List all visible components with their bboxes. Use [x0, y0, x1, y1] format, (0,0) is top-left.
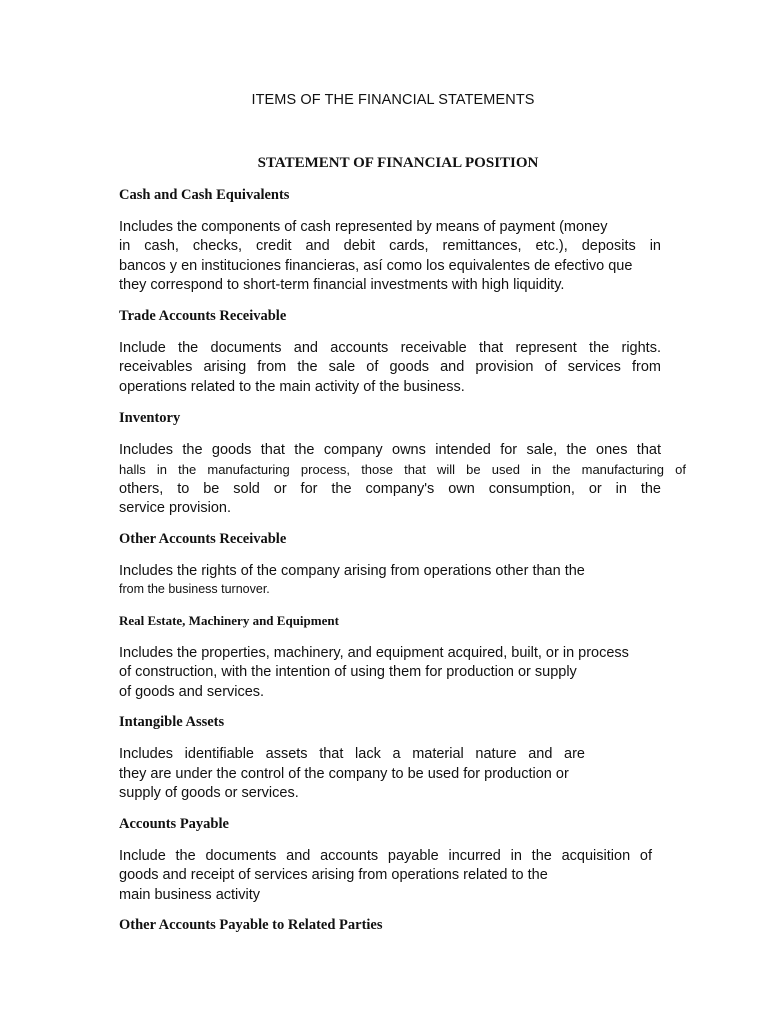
item-heading-other-receivable: Other Accounts Receivable [119, 531, 287, 547]
item-heading-inventory: Inventory [119, 410, 181, 426]
section-title: STATEMENT OF FINANCIAL POSITION [257, 155, 539, 171]
item-line: Include the documents and accounts receivable that represent the rights. [119, 340, 661, 356]
item-line: Includes identifiable assets that lack a material nature and are [119, 746, 585, 762]
item-line: they are under the control of the company to be used for production or [119, 766, 569, 782]
item-heading-accounts-payable: Accounts Payable [119, 816, 229, 832]
item-heading-real-estate: Real Estate, Machinery and Equipment [119, 613, 339, 628]
item-line: others, to be sold or for the company's own consumption, or in the [119, 481, 661, 497]
item-line: Includes the goods that the company owns intended for sale, the ones that [119, 442, 661, 458]
item-line: of construction, with the intention of using them for production or supply [119, 664, 577, 680]
item-heading-trade-receivable: Trade Accounts Receivable [119, 308, 287, 324]
item-line: operations related to the main activity of the business. [119, 379, 465, 395]
item-line: goods and receipt of services arising from operations related to the [119, 867, 548, 883]
item-heading-cash: Cash and Cash Equivalents [119, 187, 290, 203]
item-line: bancos y en instituciones financieras, así como los equivalentes de efectivo que [119, 258, 633, 274]
item-line: Includes the rights of the company arising from operations other than the [119, 563, 585, 579]
document-title: ITEMS OF THE FINANCIAL STATEMENTS [251, 92, 535, 108]
item-line: Includes the properties, machinery, and equipment acquired, built, or in process [119, 645, 629, 661]
item-line: Includes the components of cash represented by means of payment (money [119, 219, 608, 235]
item-line: they correspond to short-term financial investments with high liquidity. [119, 277, 565, 293]
item-line: of goods and services. [119, 684, 265, 700]
item-line: in cash, checks, credit and debit cards, remittances, etc.), deposits in [119, 238, 661, 254]
item-heading-related-parties: Other Accounts Payable to Related Parties [119, 917, 383, 933]
item-line: Include the documents and accounts payable incurred in the acquisition of [119, 848, 652, 864]
item-line: supply of goods or services. [119, 785, 299, 801]
item-line: main business activity [119, 887, 261, 903]
item-line: from the business turnover. [119, 582, 270, 596]
item-heading-intangible: Intangible Assets [119, 714, 225, 730]
item-line: halls in the manufacturing process, those that will be used in the manufacturing of [119, 462, 686, 477]
item-line: service provision. [119, 500, 232, 516]
item-line: receivables arising from the sale of goods and provision of services from [119, 359, 661, 375]
